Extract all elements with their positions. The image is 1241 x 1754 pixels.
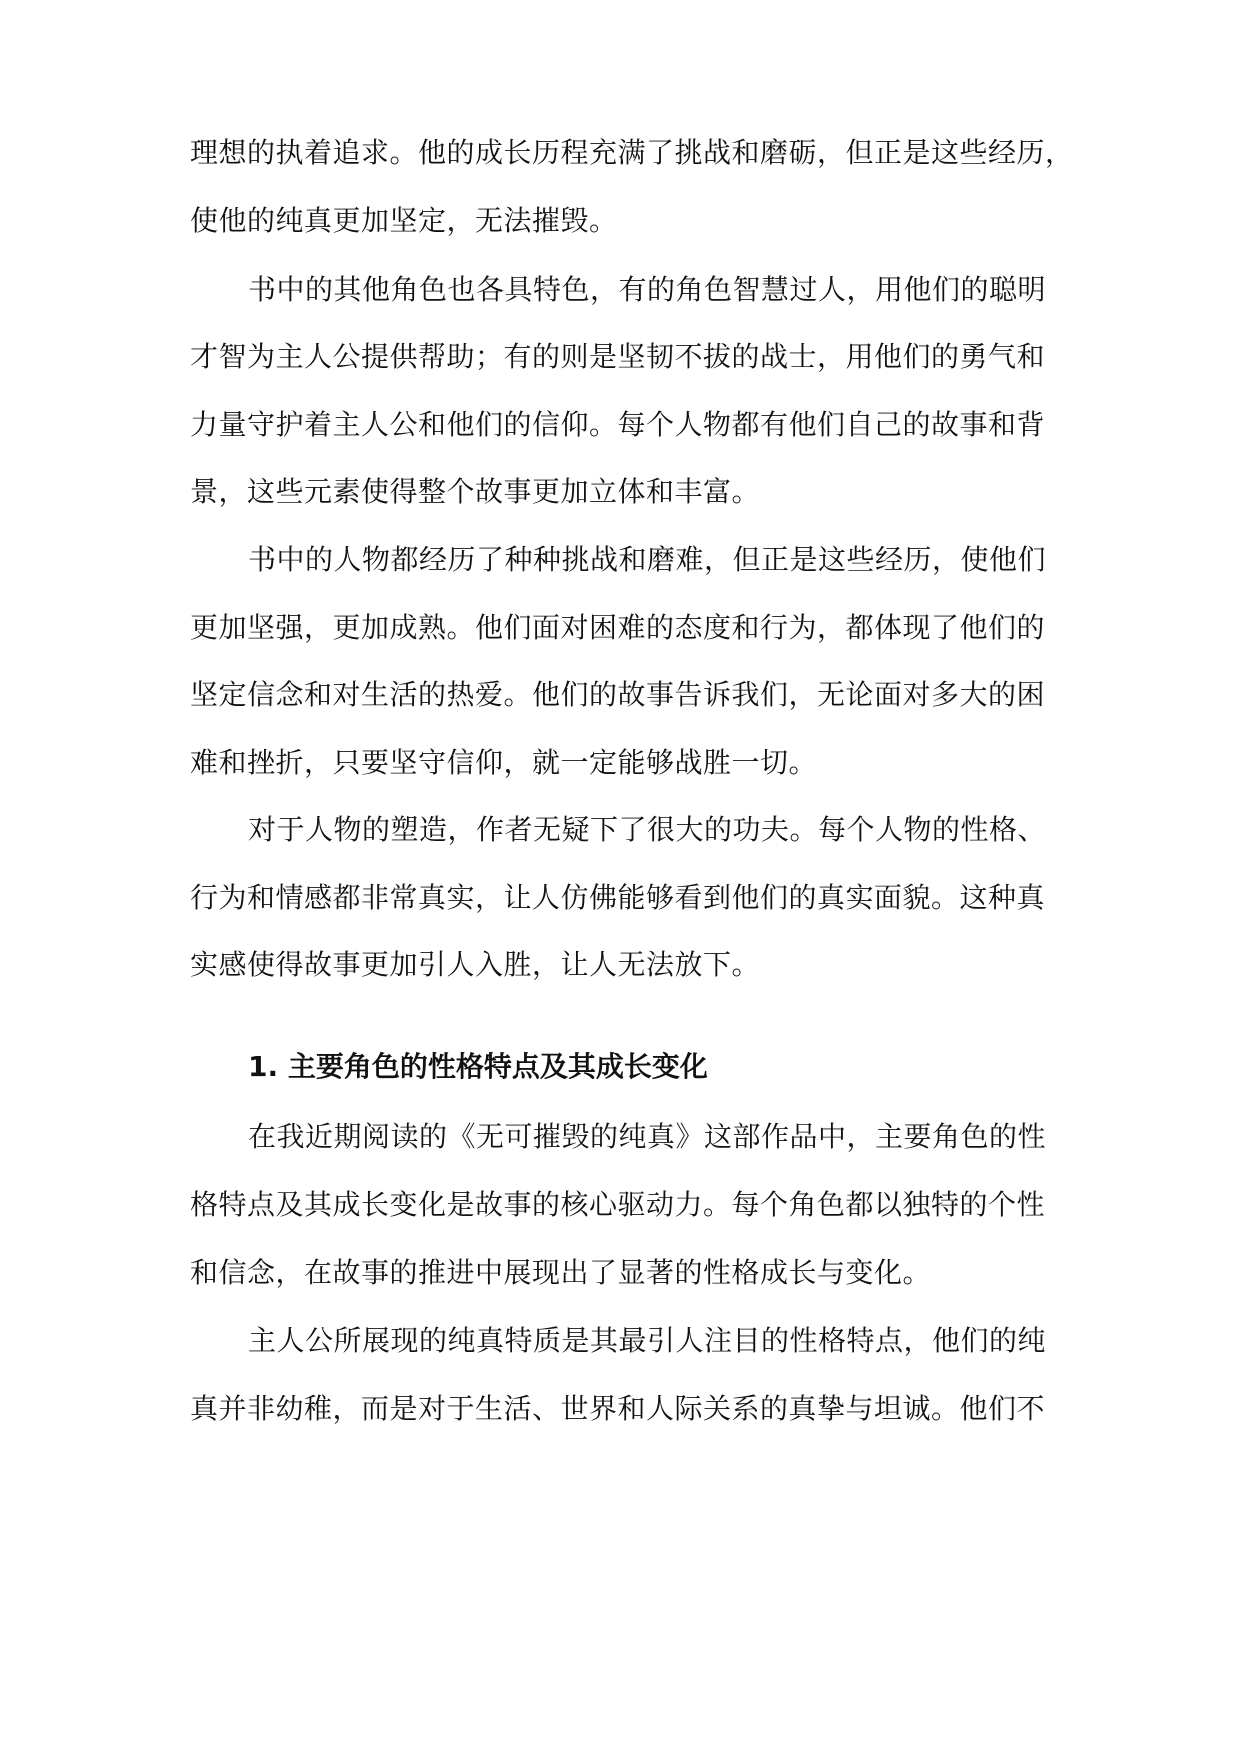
- paragraph-line: 真并非幼稚，而是对于生活、世界和人际关系的真挚与坦诚。他们不: [190, 1392, 1046, 1425]
- paragraph-line: 书中的人物都经历了种种挑战和磨难，但正是这些经历，使他们: [248, 543, 1047, 576]
- paragraph-line: 主人公所展现的纯真特质是其最引人注目的性格特点，他们的纯: [248, 1324, 1047, 1357]
- paragraph-line: 实感使得故事更加引人入胜，让人无法放下。: [190, 948, 761, 981]
- paragraph-line: 更加坚强，更加成熟。他们面对困难的态度和行为，都体现了他们的: [190, 611, 1046, 644]
- paragraph-line: 书中的其他角色也各具特色，有的角色智慧过人，用他们的聪明: [248, 273, 1047, 306]
- paragraph-line: 才智为主人公提供帮助；有的则是坚韧不拔的战士，用他们的勇气和: [190, 340, 1046, 373]
- paragraph-line: 理想的执着追求。他的成长历程充满了挑战和磨砺，但正是这些经历，: [190, 136, 1074, 169]
- paragraph-line: 难和挫折，只要坚守信仰，就一定能够战胜一切。: [190, 746, 818, 779]
- paragraph-line: 力量守护着主人公和他们的信仰。每个人物都有他们自己的故事和背: [190, 408, 1046, 441]
- paragraph-line: 坚定信念和对生活的热爱。他们的故事告诉我们，无论面对多大的困: [190, 678, 1046, 711]
- paragraph-line: 和信念，在故事的推进中展现出了显著的性格成长与变化。: [190, 1256, 932, 1289]
- section-heading: 1. 主要角色的性格特点及其成长变化: [248, 1050, 708, 1083]
- paragraph-line: 行为和情感都非常真实，让人仿佛能够看到他们的真实面貌。这种真: [190, 881, 1046, 914]
- paragraph-line: 景，这些元素使得整个故事更加立体和丰富。: [190, 475, 761, 508]
- paragraph-line: 使他的纯真更加坚定，无法摧毁。: [190, 204, 618, 237]
- paragraph-line: 对于人物的塑造，作者无疑下了很大的功夫。每个人物的性格、: [248, 813, 1047, 846]
- paragraph-line: 在我近期阅读的《无可摧毁的纯真》这部作品中，主要角色的性: [248, 1120, 1047, 1153]
- paragraph-line: 格特点及其成长变化是故事的核心驱动力。每个角色都以独特的个性: [190, 1188, 1046, 1221]
